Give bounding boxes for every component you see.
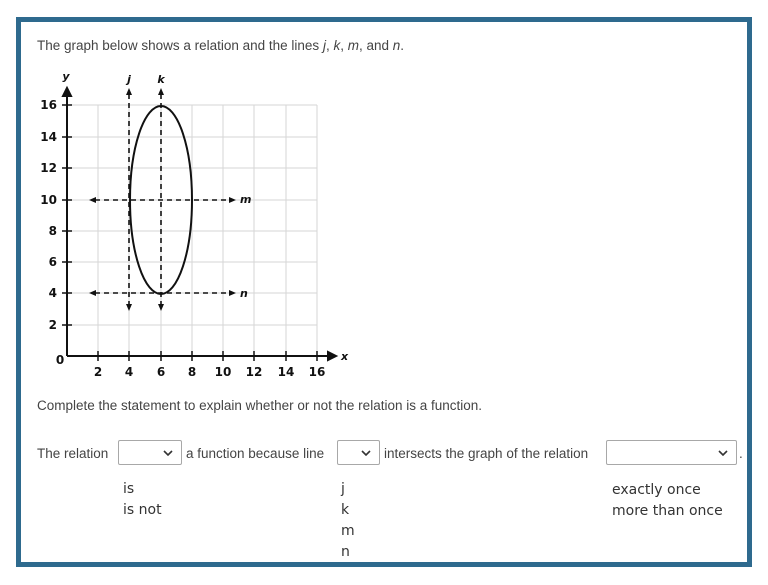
option-k[interactable]: k <box>341 502 350 518</box>
svg-text:12: 12 <box>245 365 263 379</box>
grid <box>67 105 317 356</box>
svg-text:k: k <box>157 73 165 86</box>
svg-text:14: 14 <box>277 365 295 379</box>
svg-text:m: m <box>240 193 252 206</box>
svg-text:16: 16 <box>308 365 326 379</box>
option-more-than-once[interactable]: more than once <box>612 503 723 519</box>
svg-text:10: 10 <box>214 365 232 379</box>
svg-text:6: 6 <box>48 255 57 269</box>
question-prompt: The graph below shows a relation and the lines j, k, m, and n. <box>37 38 405 53</box>
svg-text:14: 14 <box>40 130 57 144</box>
svg-text:j: j <box>127 73 131 86</box>
option-is[interactable]: is <box>123 481 135 497</box>
is-or-is-not-dropdown[interactable] <box>118 440 182 465</box>
chevron-down-icon <box>163 450 173 456</box>
svg-text:8: 8 <box>48 224 57 238</box>
statement-part3: intersects the graph of the relation <box>384 446 589 461</box>
svg-text:0: 0 <box>55 353 65 367</box>
svg-text:8: 8 <box>187 365 197 379</box>
option-m[interactable]: m <box>341 523 355 539</box>
svg-text:2: 2 <box>48 318 57 332</box>
svg-text:4: 4 <box>124 365 134 379</box>
option-exactly-once[interactable]: exactly once <box>612 482 701 498</box>
line-dropdown[interactable] <box>337 440 380 465</box>
option-n[interactable]: n <box>341 544 350 560</box>
svg-text:16: 16 <box>40 98 57 112</box>
svg-text:12: 12 <box>40 161 57 175</box>
chevron-down-icon <box>718 450 728 456</box>
svg-text:n: n <box>240 287 248 300</box>
relation-graph <box>30 60 360 390</box>
svg-text:x: x <box>341 350 349 363</box>
intersection-count-dropdown[interactable] <box>606 440 737 465</box>
instruction-text: Complete the statement to explain whether or not the relation is a function. <box>37 398 483 413</box>
svg-text:6: 6 <box>156 365 166 379</box>
option-j[interactable]: j <box>341 481 345 497</box>
statement-period: . <box>739 446 743 461</box>
chevron-down-icon <box>361 450 371 456</box>
option-is-not[interactable]: is not <box>123 502 162 518</box>
statement-part1: The relation <box>37 446 109 461</box>
svg-text:10: 10 <box>40 193 57 207</box>
statement-part2: a function because line <box>186 446 325 461</box>
svg-text:y: y <box>62 70 70 83</box>
svg-text:4: 4 <box>48 286 57 300</box>
svg-text:2: 2 <box>93 365 103 379</box>
